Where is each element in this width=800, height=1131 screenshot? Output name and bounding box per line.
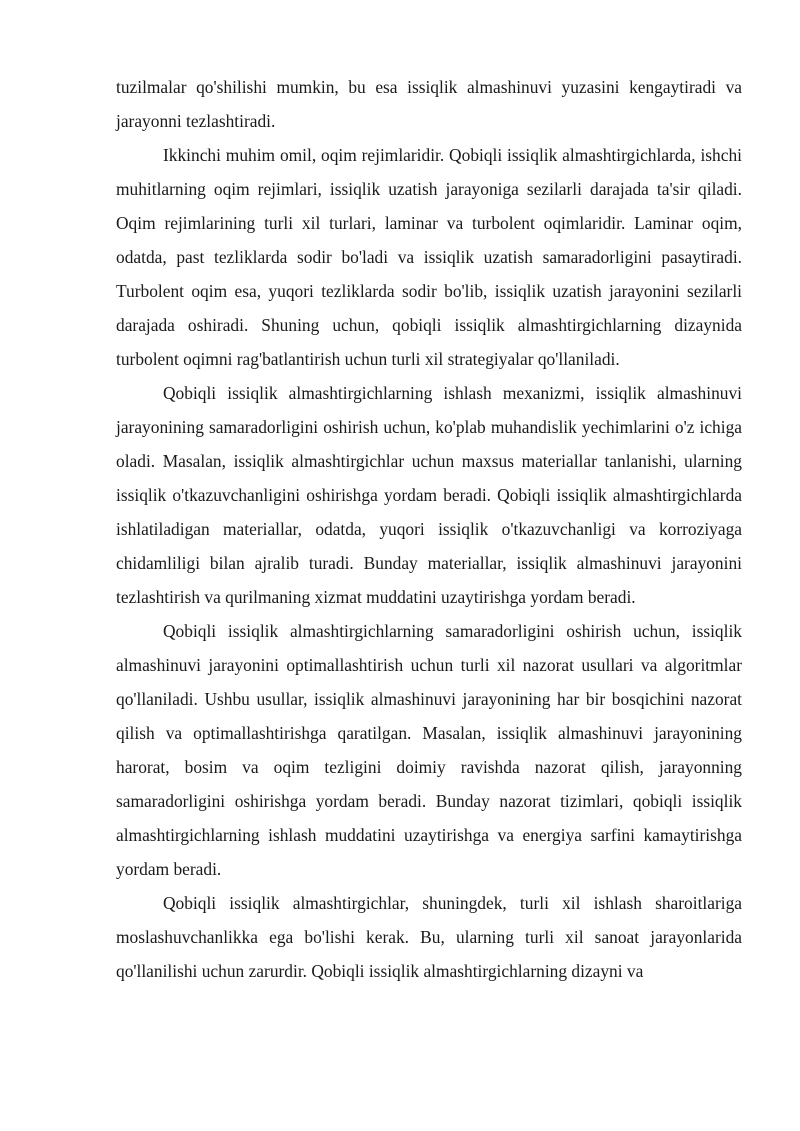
paragraph-adaptability: Qobiqli issiqlik almashtirgichlar, shuningdek, turli xil ishlash sharoitlariga moslashuvchanlikka ega bo'lishi kerak. Bu, ularning turli xil sanoat jarayonlarida qo'llanilishi uchun zarurdir. Qobiqli issiqlik almashtirgichlarning dizayni va — [116, 893, 742, 981]
paragraph-continuation: tuzilmalar qo'shilishi mumkin, bu esa issiqlik almashinuvi yuzasini kengaytiradi va jarayonni tezlashtiradi. — [116, 77, 742, 131]
paragraph-control-methods: Qobiqli issiqlik almashtirgichlarning samaradorligini oshirish uchun, issiqlik almashinuvi jarayonini optimallashtirish uchun turli xil nazorat usullari va algoritmlar qo'llaniladi. Ushbu usullar, issiqlik almashinuvi jarayonining har bir bosqichini nazorat qilish va optimallashtirishga qaratilgan. Masalan, issiqlik almashinuvi jarayonining harorat, bosim va oqim tezligini doimiy ravishda nazorat qilish, jarayonning samaradorligini oshirishga yordam beradi. Bunday nazorat tizimlari, qobiqli issiqlik almashtirgichlarning ishlash muddatini uzaytirishga va energiya sarfini kamaytirishga yordam beradi. — [116, 621, 742, 879]
body-text — [116, 70, 742, 988]
paragraph-flow-regimes: Ikkinchi muhim omil, oqim rejimlaridir. Qobiqli issiqlik almashtirgichlarda, ishchi muhitlarning oqim rejimlari, issiqlik uzatish jarayoniga sezilarli darajada ta'sir qiladi. Oqim rejimlarining turli xil turlari, laminar va turbolent oqimlaridir. Laminar oqim, odatda, past tezliklarda sodir bo'ladi va issiqlik uzatish samaradorligini pasaytiradi. Turbolent oqim esa, yuqori tezliklarda sodir bo'lib, issiqlik uzatish jarayonini sezilarli darajada oshiradi. Shuning uchun, qobiqli issiqlik almashtirgichlarning dizaynida turbolent oqimni rag'batlantirish uchun turli xil strategiyalar qo'llaniladi. — [116, 145, 742, 369]
paragraph-mechanism-materials: Qobiqli issiqlik almashtirgichlarning ishlash mexanizmi, issiqlik almashinuvi jarayonining samaradorligini oshirish uchun, ko'plab muhandislik yechimlarini o'z ichiga oladi. Masalan, issiqlik almashtirgichlar uchun maxsus materiallar tanlanishi, ularning issiqlik o'tkazuvchanligini oshirishga yordam beradi. Qobiqli issiqlik almashtirgichlarda ishlatiladigan materiallar, odatda, yuqori issiqlik o'tkazuvchanligi va korroziyaga chidamliligi bilan ajralib turadi. Bunday materiallar, issiqlik almashinuvi jarayonini tezlashtirish va qurilmaning xizmat muddatini uzaytirishga yordam beradi. — [116, 383, 742, 607]
